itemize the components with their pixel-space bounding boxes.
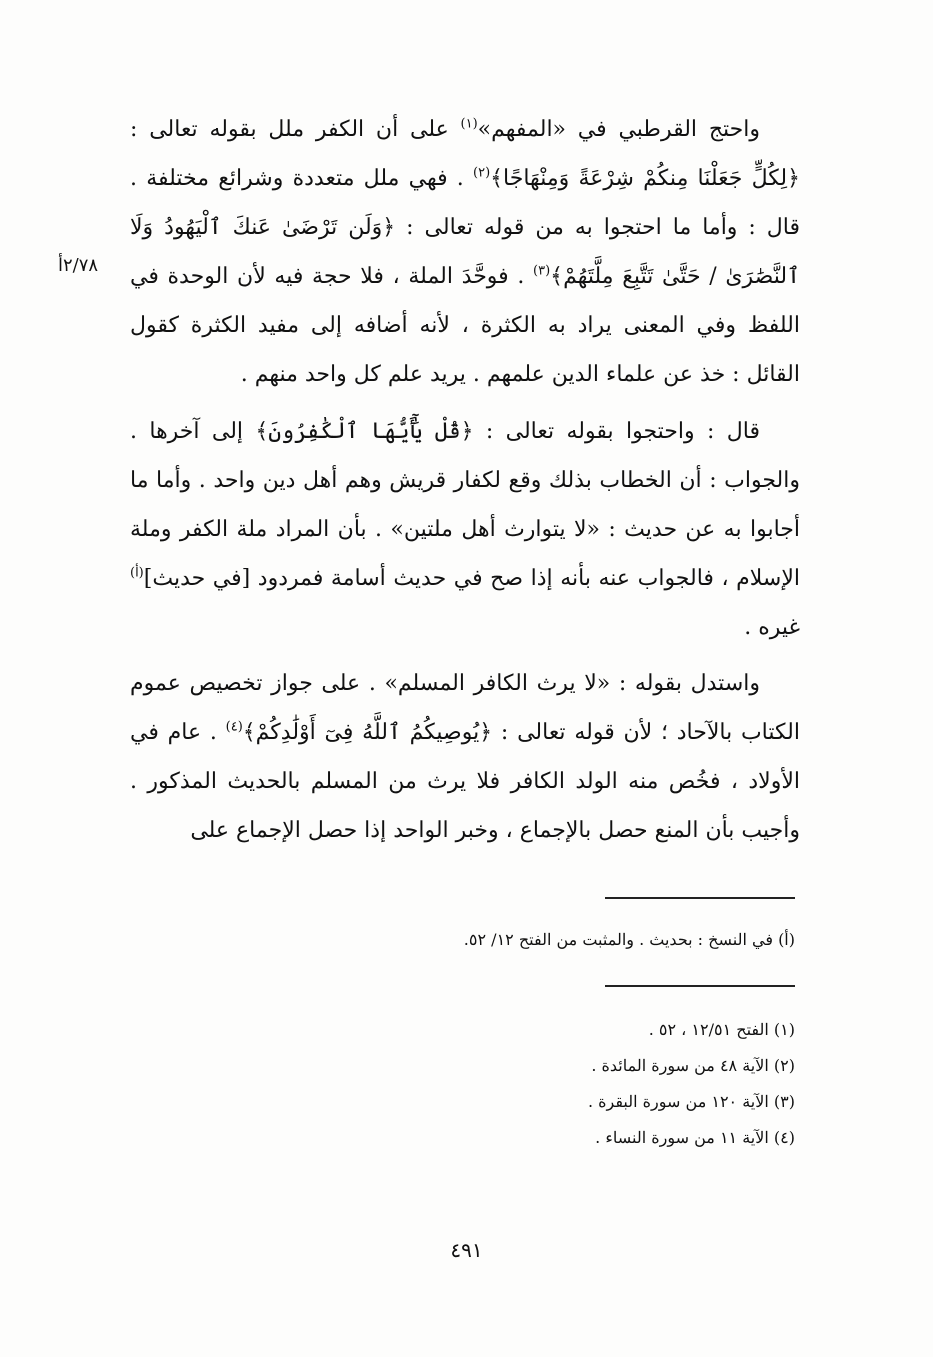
footnote-divider-1 — [605, 897, 795, 899]
page-number: ٤٩١ — [450, 1238, 483, 1262]
quran-verse: ﴿قُلْ يَٰٓأَيُّهَا ٱلْكَٰفِرُونَ﴾ — [255, 419, 474, 444]
footnote-ref-4: (٤) — [225, 719, 243, 735]
margin-folio-reference: ٢/٧٨أ — [58, 255, 99, 276]
footnote-item: (٤) الآية ١١ من سورة النساء . — [595, 1128, 795, 1147]
text-segment: واحتج القرطبي في «المفهم» — [477, 117, 760, 142]
text-segment: غيره . — [744, 615, 800, 640]
text-segment: . فهي ملل متعددة وشرائع مختلفة . قال : وأما ما احتجوا به من قوله تعالى : — [130, 166, 801, 240]
footnote-ref-2: (٢) — [473, 165, 491, 181]
footnote-item: (٣) الآية ١٢٠ من سورة البقرة . — [587, 1092, 795, 1111]
quran-verse: ﴿وَلَن تَرْضَىٰ عَنكَ ٱلْيَهُودُ وَلَا ٱلنَّصَٰرَىٰ / حَتَّىٰ تَتَّبِعَ مِلَّتَهُمْ﴾ — [130, 215, 800, 289]
text-segment: على أن الكفر ملل بقوله تعالى : — [130, 117, 461, 142]
text-segment: إلى آخرها . والجواب : أن الخطاب بذلك وقع لكفار قريش وهم أهل دين واحد . وأما ما أجابوا به عن حديث : «لا يتوارث أهل ملتين» . بأن المراد ملة الكفر وملة الإسلام ، فالجواب عنه بأنه إذا صح في حديث أسامة فمردود [في حديث] — [130, 419, 800, 591]
paragraph-2 — [130, 407, 800, 652]
text-segment: قال : واحتجوا بقوله تعالى : — [473, 419, 760, 444]
footnote-ref-1: (١) — [460, 116, 478, 132]
paragraph-1 — [130, 105, 800, 399]
footnote-ref-3: (٣) — [533, 263, 551, 279]
quran-verse: ﴿يُوصِيكُمُ ٱللَّهُ فِىٓ أَوْلَٰدِكُمْ﴾ — [242, 720, 493, 745]
text-segment: . عام في الأولاد ، فخُص منه الولد الكافر فلا يرث من المسلم بالحديث المذكور . وأجيب بأن المنع حصل بالإجماع ، وخبر الواحد إذا حصل الإجماع على — [130, 720, 800, 843]
text-segment: واستدل بقوله : «لا يرث الكافر المسلم» . على جواز تخصيص عموم الكتاب بالآحاد ؛ لأن قوله تعالى : — [130, 671, 800, 745]
variant-note: (أ) في النسخ : بحديث . والمثبت من الفتح ١٢/ ٥٢. — [463, 930, 795, 949]
footnote-item: (١) الفتح ١٢/٥١ ، ٥٢ . — [648, 1020, 795, 1039]
footnote-item: (٢) الآية ٤٨ من سورة المائدة . — [591, 1056, 795, 1075]
footnote-list — [300, 1012, 795, 1156]
paragraph-3 — [130, 659, 800, 855]
text-segment: . فوحَّدَ الملة ، فلا حجة فيه لأن الوحدة في اللفظ وفي المعنى يراد به الكثرة ، لأنه أضافه إلى مفيد الكثرة كقول القائل : خذ عن علماء الدين علمهم . يريد علم كل واحد منهم . — [130, 264, 800, 387]
footnote-divider-2 — [605, 985, 795, 987]
variant-ref-a: (أ) — [130, 565, 144, 581]
quran-verse: ﴿لِكُلٍّ جَعَلْنَا مِنكُمْ شِرْعَةً وَمِنْهَاجًا﴾ — [490, 166, 800, 191]
